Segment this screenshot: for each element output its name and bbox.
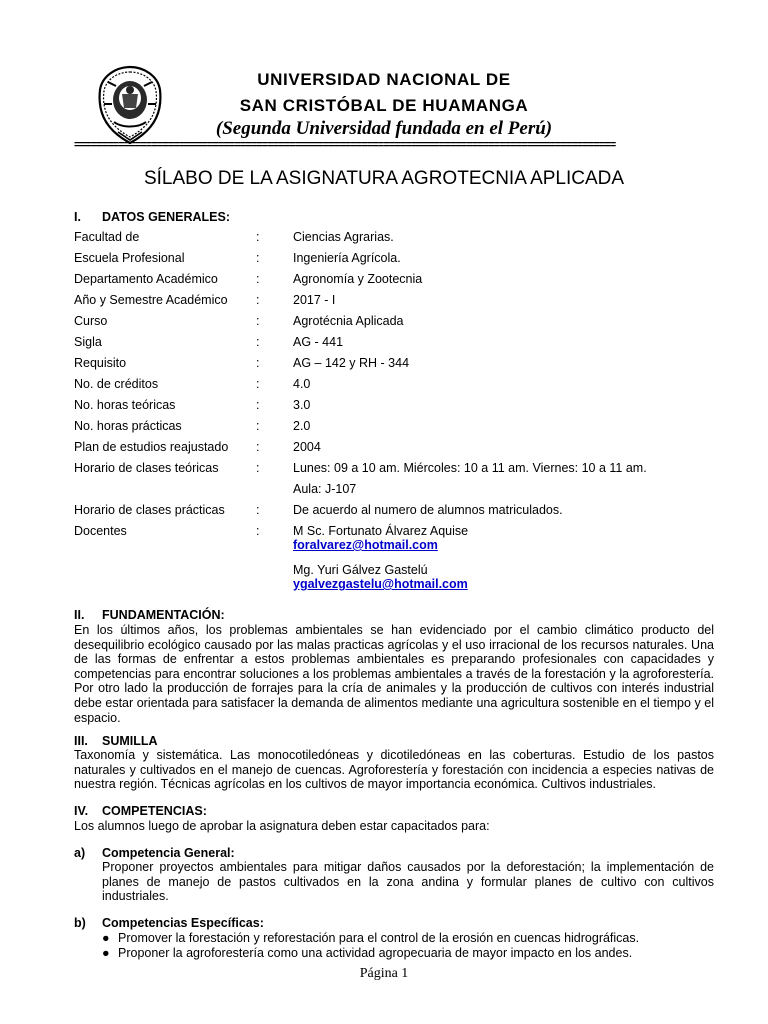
data-label: Departamento Académico bbox=[74, 272, 218, 286]
data-label: Curso bbox=[74, 314, 108, 328]
data-colon: : bbox=[256, 335, 260, 349]
fundamentacion-text: En los últimos años, los problemas ambientales se han evidenciado por el cambio climático producto del desequilibrio ecológico causado por las malas practicas agrícolas y el uso irracional de los recursos naturales. Una de las formas de enfrentar a estos problemas ambientales es preparando profesionales con capacidades y competencias para encontrar soluciones a los problemas ambientales a través de la forestación y la agroforestería. Por otro lado la producción de forrajes para la cría de animales y la producción de cultivos con interés industrial debe estar orientada para satisfacer la demanda de alimentos mediante una agricultura sostenible en el tiempo y el espacio. bbox=[74, 623, 714, 725]
data-colon: : bbox=[256, 419, 260, 433]
data-value: Agronomía y Zootecnia bbox=[293, 272, 423, 286]
data-colon: : bbox=[256, 251, 260, 265]
data-colon: : bbox=[256, 272, 260, 286]
data-colon: : bbox=[256, 503, 260, 517]
data-label: Escuela Profesional bbox=[74, 251, 185, 265]
data-label: Plan de estudios reajustado bbox=[74, 440, 229, 454]
data-value: De acuerdo al numero de alumnos matriculados. bbox=[293, 503, 563, 517]
data-label: Horario de clases prácticas bbox=[74, 503, 225, 517]
subsection-title: Competencias Específicas: bbox=[102, 916, 264, 930]
sumilla-text: Taxonomía y sistemática. Las monocotiledóneas y dicotiledóneas en las coberturas. Estudio de los pastos naturales y cultivados en el manejo de cuencas. Agroforestería y forestación con incidencia a especies nativas de nuestra región. Técnicas agrícolas en los cultivos de mayor importancia económica. Cultivos industriales. bbox=[74, 748, 714, 792]
data-value: AG – 142 y RH - 344 bbox=[293, 356, 410, 370]
data-colon: : bbox=[256, 230, 260, 244]
section-title: FUNDAMENTACIÓN: bbox=[102, 608, 225, 622]
section-number: IV. bbox=[74, 804, 89, 818]
data-value: 3.0 bbox=[293, 398, 311, 412]
data-colon: : bbox=[256, 356, 260, 370]
page-number: Página 1 bbox=[359, 966, 409, 981]
list-item-text: Proponer la agroforestería como una actividad agropecuaria de mayor impacto en los andes. bbox=[118, 946, 633, 960]
bullet-icon: ● bbox=[102, 946, 110, 960]
data-colon: : bbox=[256, 524, 260, 538]
university-name-line1: UNIVERSIDAD NACIONAL DE bbox=[257, 70, 511, 89]
section-title: DATOS GENERALES: bbox=[102, 210, 231, 224]
section-title: COMPETENCIAS: bbox=[102, 804, 207, 818]
data-colon: : bbox=[256, 293, 260, 307]
university-tagline: (Segunda Universidad fundada en el Perú) bbox=[215, 118, 553, 139]
data-label: Docentes bbox=[74, 524, 127, 538]
section-heading-competencias bbox=[74, 804, 207, 818]
section-heading-sumilla bbox=[74, 734, 158, 748]
general-competence-heading bbox=[74, 846, 235, 860]
teacher-name-2: Mg. Yuri Gálvez Gastelú bbox=[293, 563, 428, 577]
section-heading-fundamentacion bbox=[74, 608, 225, 622]
teacher-name-1: M Sc. Fortunato Álvarez Aquise bbox=[293, 524, 469, 538]
teacher-email-1[interactable]: foralvarez@hotmail.com bbox=[293, 538, 438, 552]
list-item-text: Promover la forestación y reforestación para el control de la erosión en cuencas hidrográficas. bbox=[118, 931, 640, 945]
item-letter: b) bbox=[74, 916, 86, 930]
subsection-title: Competencia General: bbox=[102, 846, 235, 860]
list-item bbox=[102, 946, 714, 961]
data-value: Lunes: 09 a 10 am. Miércoles: 10 a 11 am. Viernes: 10 a 11 am. bbox=[293, 461, 647, 475]
teacher-email-2[interactable]: ygalvezgastelu@hotmail.com bbox=[293, 577, 468, 591]
university-name-line2: SAN CRISTÓBAL DE HUAMANGA bbox=[239, 96, 529, 115]
item-letter: a) bbox=[74, 846, 86, 860]
data-value: AG - 441 bbox=[293, 335, 344, 349]
data-value: 2.0 bbox=[293, 419, 311, 433]
data-colon: : bbox=[256, 440, 260, 454]
list-item bbox=[102, 931, 714, 946]
data-label: Horario de clases teóricas bbox=[74, 461, 219, 475]
data-colon: : bbox=[256, 377, 260, 391]
data-label: Sigla bbox=[74, 335, 102, 349]
section-heading-datos-generales bbox=[74, 210, 230, 224]
data-value: 2017 - I bbox=[293, 293, 336, 307]
data-value: Ingeniería Agrícola. bbox=[293, 251, 401, 265]
section-number: III. bbox=[74, 734, 88, 748]
data-value: Agrotécnia Aplicada bbox=[293, 314, 404, 328]
data-value: 2004 bbox=[293, 440, 321, 454]
data-label: No. horas teóricas bbox=[74, 398, 176, 412]
data-value: Ciencias Agrarias. bbox=[293, 230, 394, 244]
data-label: Facultad de bbox=[74, 230, 140, 244]
section-title: SUMILLA bbox=[102, 734, 158, 748]
data-label: No. de créditos bbox=[74, 377, 159, 391]
data-colon: : bbox=[256, 314, 260, 328]
specific-competences-list bbox=[102, 931, 714, 961]
section-number: II. bbox=[74, 608, 85, 622]
competencias-intro: Los alumnos luego de aprobar la asignatura deben estar capacitados para: bbox=[74, 819, 490, 833]
data-value: Aula: J-107 bbox=[293, 482, 357, 496]
header-separator: ================================================================================================== bbox=[74, 140, 616, 150]
document-title: SÍLABO DE LA ASIGNATURA AGROTECNIA APLICADA bbox=[143, 168, 625, 189]
general-competence-text: Proponer proyectos ambientales para mitigar daños causados por la deforestación; la implementación de planes de manejo de pastos cultivados en la zona andina y formular planes de cultivo con cultivos industriales. bbox=[102, 860, 714, 904]
section-number: I. bbox=[74, 210, 81, 224]
data-colon: : bbox=[256, 461, 260, 475]
data-label: Año y Semestre Académico bbox=[74, 293, 228, 307]
specific-competences-heading bbox=[74, 916, 264, 930]
data-label: No. horas prácticas bbox=[74, 419, 182, 433]
data-colon: : bbox=[256, 398, 260, 412]
data-value: 4.0 bbox=[293, 377, 311, 391]
data-label: Requisito bbox=[74, 356, 127, 370]
bullet-icon: ● bbox=[102, 931, 110, 945]
